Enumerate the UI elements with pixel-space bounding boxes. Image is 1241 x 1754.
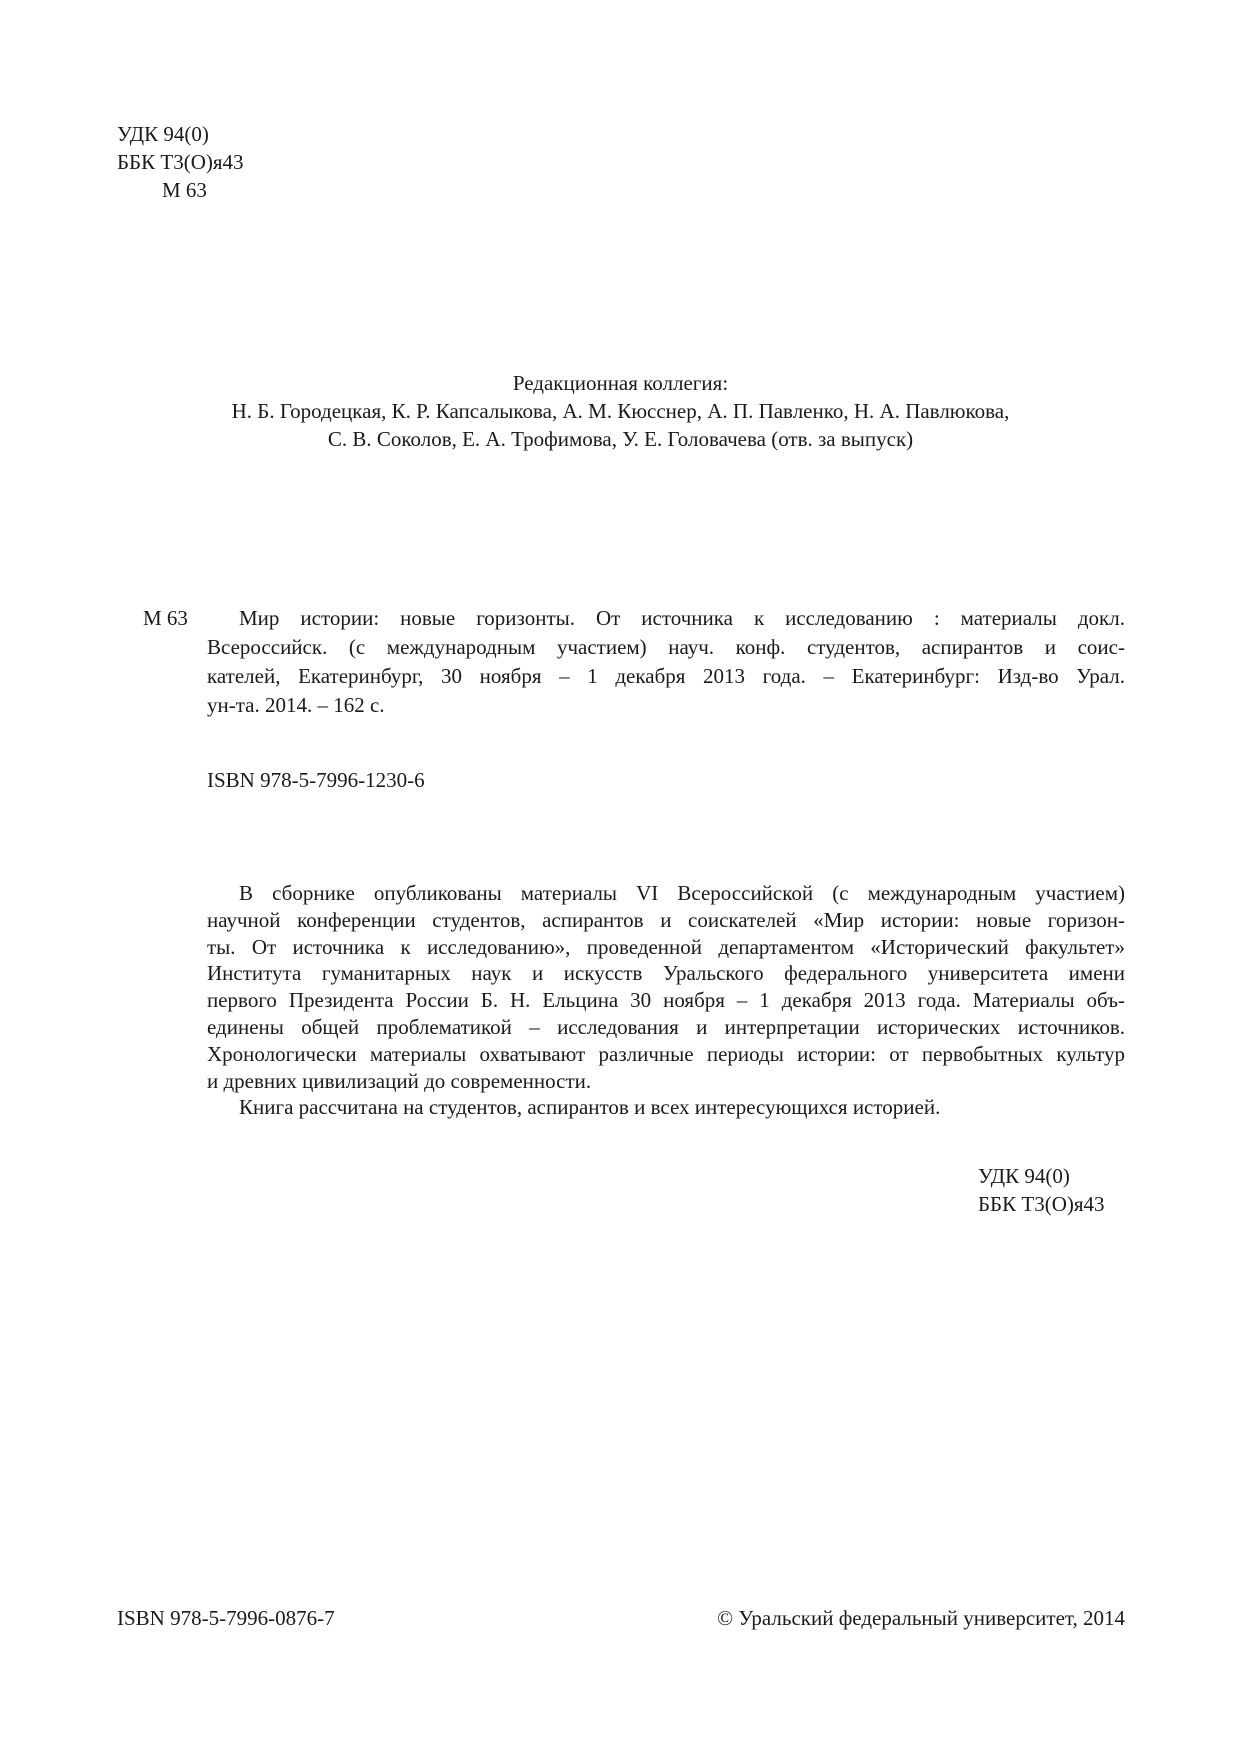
catalog-code: М 63 <box>143 606 188 630</box>
editorial-board <box>130 369 1111 453</box>
abstract-line-8: и древних цивилизаций до современности. <box>207 1068 592 1093</box>
editorial-board-line-1: Н. Б. Городецкая, К. Р. Капсалыкова, А. М. Кюсснер, А. П. Павленко, Н. А. Павлюкова, <box>231 399 1010 423</box>
footer-copyright: © Уральский федеральный университет, 2014 <box>717 1606 1125 1630</box>
bib-line-1: Мир истории: новые горизонты. От источника к исследованию : материалы докл. <box>239 606 1125 630</box>
abstract-line-2: научной конференции студентов, аспирантов и соискателей «Мир истории: новые горизон- <box>207 907 1125 932</box>
isbn-main: ISBN 978-5-7996-1230-6 <box>207 768 425 792</box>
editorial-board-title: Редакционная коллегия: <box>512 371 729 395</box>
bottom-bbk-code: ББК Т3(О)я43 <box>978 1192 1105 1216</box>
abstract-paragraph-2: Книга рассчитана на студентов, аспирантов и всех интересующихся историей. <box>239 1095 941 1120</box>
bib-line-2: Всероссийск. (с международным участием) науч. конф. студентов, аспирантов и соис- <box>207 635 1125 659</box>
bib-line-4: ун-та. 2014. – 162 с. <box>207 693 385 717</box>
bibliographic-record <box>207 604 1125 720</box>
top-classification-codes <box>117 120 244 204</box>
author-mark: М 63 <box>162 178 207 202</box>
abstract-line-3: ты. От источника к исследованию», проведенной департаментом «Исторический факультет» <box>207 934 1125 959</box>
abstract <box>207 880 1125 1121</box>
bib-line-3: кателей, Екатеринбург, 30 ноября – 1 декабря 2013 года. – Екатеринбург: Изд-во Урал. <box>207 664 1125 688</box>
abstract-line-5: первого Президента России Б. Н. Ельцина 30 ноября – 1 декабря 2013 года. Материалы объ- <box>207 988 1125 1013</box>
udk-code: УДК 94(0) <box>117 122 209 146</box>
bbk-code: ББК Т3(О)я43 <box>117 150 244 174</box>
footer-isbn: ISBN 978-5-7996-0876-7 <box>117 1606 335 1630</box>
abstract-line-1: В сборнике опубликованы материалы VI Всероссийской (с международным участием) <box>239 881 1125 905</box>
editorial-board-line-2: С. В. Соколов, Е. А. Трофимова, У. Е. Головачева (отв. за выпуск) <box>327 427 914 451</box>
bottom-classification-codes <box>978 1162 1105 1218</box>
abstract-line-4: Института гуманитарных наук и искусств Уральского федерального университета имени <box>207 961 1125 986</box>
bottom-udk-code: УДК 94(0) <box>978 1164 1070 1188</box>
abstract-line-6: единены общей проблематикой – исследования и интерпретации исторических источников. <box>207 1014 1125 1039</box>
abstract-line-7: Хронологически материалы охватывают различные периоды истории: от первобытных культур <box>207 1041 1125 1066</box>
